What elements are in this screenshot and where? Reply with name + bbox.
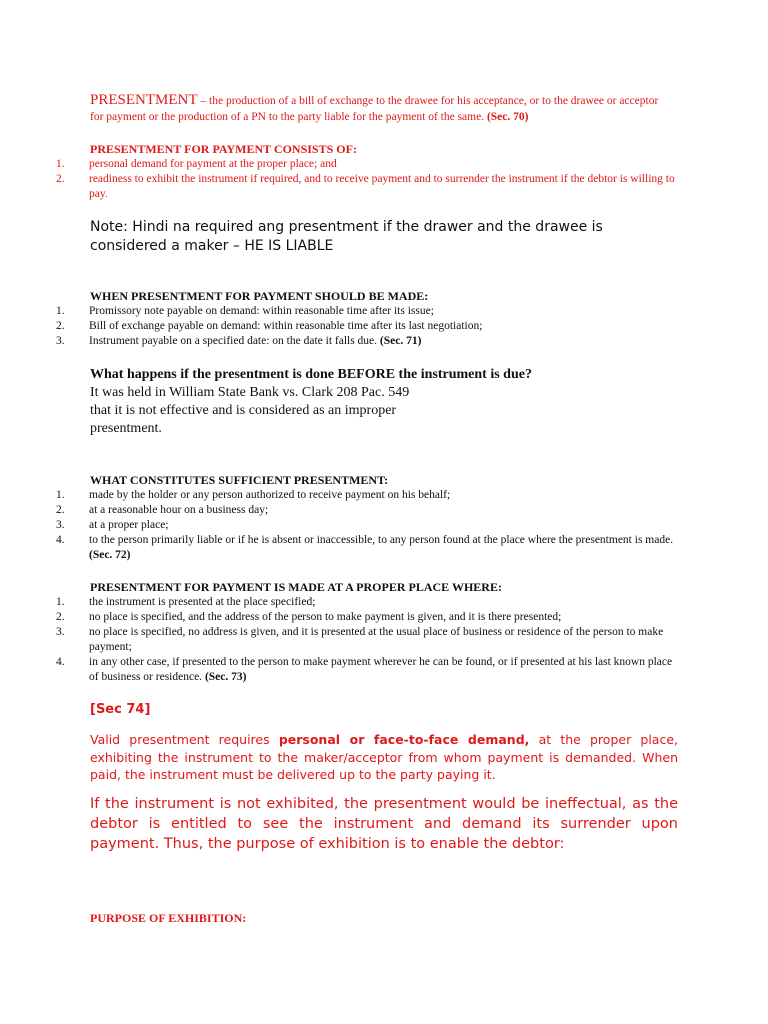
list-item-text: Instrument payable on a specified date: on the date it falls due. [89, 335, 380, 347]
list-item-number: 1. [56, 305, 65, 317]
list-item-text: no place is specified, no address is given, and it is presented at the usual place of business or residence of the person to make payment; [89, 626, 664, 653]
list-item-text: at a proper place; [89, 519, 169, 531]
list-item-number: 1. [56, 596, 65, 608]
list-item-number: 4. [56, 534, 65, 546]
list-item [56, 610, 676, 625]
sufficient-presentment-heading: WHAT CONSTITUTES SUFFICIENT PRESENTMENT: [90, 473, 389, 487]
when-presentment-heading: WHEN PRESENTMENT FOR PAYMENT SHOULD BE MADE: [90, 289, 429, 303]
list-item-number: 3. [56, 335, 65, 347]
note-text: Note: Hindi na required ang presentment if the drawer and the drawee is considered a maker – [90, 219, 603, 254]
list-item-number: 1. [56, 489, 65, 501]
list-item-text: made by the holder or any person authorized to receive payment on his behalf; [89, 489, 451, 501]
list-item-number: 2. [56, 173, 65, 185]
purpose-of-exhibition-heading: PURPOSE OF EXHIBITION: [90, 911, 247, 925]
list-item-text: personal demand for payment at the proper place; and [89, 158, 337, 170]
presentment-definition-ref: (Sec. 70) [486, 111, 529, 123]
list-item [56, 625, 676, 655]
answer-line-1: It was held in William State Bank vs. Clark 208 Pac. 549 [90, 385, 410, 400]
sec-74-tag: [Sec 74] [90, 702, 151, 717]
list-item [56, 172, 676, 202]
list-item-ref: (Sec. 71) [379, 335, 422, 347]
list-item-number: 2. [56, 320, 65, 332]
list-item-number: 3. [56, 519, 65, 531]
list-item [56, 488, 676, 503]
list-item-text: at a reasonable hour on a business day; [89, 504, 269, 516]
when-presentment-list [56, 304, 676, 349]
presentment-definition [90, 92, 670, 125]
list-item-number: 3. [56, 626, 65, 638]
para1-bold: personal or face-to-face demand, [278, 732, 530, 747]
list-item [56, 157, 676, 172]
proper-place-heading: PRESENTMENT FOR PAYMENT IS MADE AT A PROPER PLACE WHERE: [90, 580, 502, 594]
answer-line-2: that it is not effective and is considered as an improper [90, 403, 397, 418]
list-item [56, 595, 676, 610]
list-item [56, 334, 676, 349]
sec-74-paragraph-1 [90, 731, 678, 784]
list-item-number: 2. [56, 504, 65, 516]
list-item-text: no place is specified, and the address of the person to make payment is given, and it is there presented; [89, 611, 562, 623]
before-due-question: What happens if the presentment is done BEFORE the instrument is due? [90, 367, 532, 382]
list-item [56, 319, 676, 334]
list-item [56, 304, 676, 319]
before-due-answer [90, 384, 510, 438]
list-item [56, 518, 676, 533]
list-item [56, 655, 676, 685]
proper-place-list [56, 595, 676, 685]
consists-of-list [56, 157, 676, 202]
para1-start: Valid presentment requires [90, 732, 279, 747]
list-item-number: 4. [56, 656, 65, 668]
list-item-number: 2. [56, 611, 65, 623]
list-item [56, 533, 676, 563]
list-item-text: readiness to exhibit the instrument if required, and to receive payment and to surrender the instrument if the debtor is willing to pay. [89, 173, 675, 200]
note-paragraph [90, 218, 680, 256]
list-item-ref: (Sec. 72) [89, 549, 131, 561]
presentment-definition-text: – the production of a bill of exchange to the drawee for his acceptance, or to the drawee or acceptor for payment or the production of a PN to the party liable for the payment of the same. [90, 95, 659, 123]
list-item-ref: (Sec. 73) [204, 671, 247, 683]
list-item-text: to the person primarily liable or if he is absent or inaccessible, to any person found at the place where the presentment is made. [89, 534, 674, 546]
list-item-text: Bill of exchange payable on demand: within reasonable time after its last negotiation; [89, 320, 483, 332]
list-item-text: Promissory note payable on demand: within reasonable time after its issue; [89, 305, 434, 317]
list-item-number: 1. [56, 158, 65, 170]
list-item [56, 503, 676, 518]
list-item-text: in any other case, if presented to the person to make payment wherever he can be found, or if presented at his last known place of business or residence. [89, 656, 673, 683]
sufficient-presentment-list [56, 488, 676, 563]
answer-line-3: presentment. [90, 421, 162, 436]
presentment-term: PRESENTMENT [90, 92, 198, 108]
sec-74-paragraph-2: If the instrument is not exhibited, the presentment would be ineffectual, as the debtor is entitled to see the instrument and demand its surrender upon payment. Thus, the purpose of exhibition is to enable the debtor: [90, 796, 678, 852]
note-emphasis: HE IS LIABLE [244, 238, 334, 254]
para1-end: at the proper place, exhibiting the instrument to the maker/acceptor from whom payment is demanded. When paid, the instrument must be delivered up to the party paying it. [90, 732, 678, 782]
list-item-text: the instrument is presented at the place specified; [89, 596, 316, 608]
consists-of-heading: PRESENTMENT FOR PAYMENT CONSISTS OF: [90, 142, 357, 156]
